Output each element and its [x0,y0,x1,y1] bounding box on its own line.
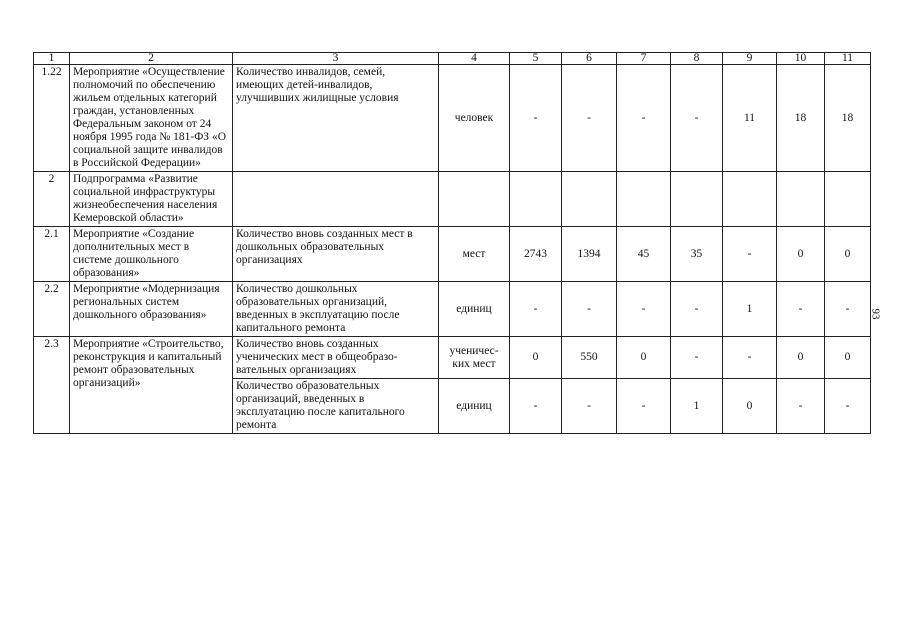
empty-cell [439,172,510,227]
value-cell: 0 [510,337,562,379]
value-cell: 1394 [562,227,617,282]
value-cell: - [510,379,562,434]
row-id: 2.2 [34,282,70,337]
document-table [33,52,871,434]
col-header: 10 [777,53,825,65]
col-header: 5 [510,53,562,65]
col-header: 6 [562,53,617,65]
page-number: 93 [869,308,882,320]
value-cell: - [777,379,825,434]
empty-cell [825,172,871,227]
col-header: 8 [671,53,723,65]
table-row [34,172,871,227]
value-cell: 0 [777,227,825,282]
value-cell: 18 [777,65,825,172]
header-row [34,53,871,65]
empty-cell [777,172,825,227]
empty-cell [510,172,562,227]
unit-cell: мест [439,227,510,282]
indicator-cell: Количество образовательных организаций, введенных в эксплуатацию после капитального ремонта [233,379,439,434]
row-id: 2 [34,172,70,227]
empty-cell [671,172,723,227]
indicator-cell: Количество вновь созданных мест в дошкольных образовательных организациях [233,227,439,282]
value-cell: 0 [617,337,671,379]
value-cell: - [671,337,723,379]
value-cell: - [617,65,671,172]
value-cell: 0 [777,337,825,379]
value-cell: 2743 [510,227,562,282]
indicator-cell: Количество инвалидов, семей, имеющих детей-инвалидов, улучшивших жилищные условия [233,65,439,172]
row-id: 2.3 [34,337,70,434]
value-cell: 18 [825,65,871,172]
event-cell: Мероприятие «Модернизация региональных систем дошкольного образования» [70,282,233,337]
table-row [34,337,871,379]
table-row [34,227,871,282]
empty-cell [562,172,617,227]
value-cell: 1 [671,379,723,434]
value-cell: - [825,282,871,337]
value-cell: 1 [723,282,777,337]
event-cell: Мероприятие «Создание дополнительных мест в системе дошкольного образования» [70,227,233,282]
value-cell: - [562,282,617,337]
col-header: 1 [34,53,70,65]
value-cell: 0 [825,227,871,282]
value-cell: 0 [825,337,871,379]
table-row [34,282,871,337]
value-cell: 35 [671,227,723,282]
col-header: 7 [617,53,671,65]
value-cell: - [617,379,671,434]
value-cell: - [777,282,825,337]
value-cell: - [562,65,617,172]
event-cell: Мероприятие «Строительство, реконструкция и капитальный ремонт образовательных организаций» [70,337,233,434]
empty-cell [233,172,439,227]
value-cell: 11 [723,65,777,172]
value-cell: - [671,65,723,172]
value-cell: 0 [723,379,777,434]
value-cell: 550 [562,337,617,379]
unit-cell: человек [439,65,510,172]
value-cell: - [825,379,871,434]
event-cell: Мероприятие «Осуществление полномочий по обеспечению жильем отдельных категорий граждан, установленных Федеральным законом от 24 ноября 1995 года № 181-ФЗ «О социальной защите инвалидов в Российской Федерации» [70,65,233,172]
row-id: 2.1 [34,227,70,282]
value-cell: - [510,65,562,172]
value-cell: - [671,282,723,337]
col-header: 9 [723,53,777,65]
table-row [34,65,871,172]
col-header: 4 [439,53,510,65]
value-cell: - [562,379,617,434]
empty-cell [617,172,671,227]
empty-cell [723,172,777,227]
subprogram-cell: Подпрограмма «Развитие социальной инфраструктуры жизнеобеспечения населения Кемеровской области» [70,172,233,227]
unit-cell: единиц [439,379,510,434]
unit-cell: единиц [439,282,510,337]
indicator-cell: Количество дошкольных образовательных организаций, введенных в эксплуатацию после капитального ремонта [233,282,439,337]
value-cell: - [617,282,671,337]
indicator-cell: Количество вновь созданных ученических мест в общеобразо-вательных организациях [233,337,439,379]
unit-cell: ученичес-ких мест [439,337,510,379]
col-header: 11 [825,53,871,65]
value-cell: - [723,337,777,379]
col-header: 3 [233,53,439,65]
value-cell: - [510,282,562,337]
value-cell: 45 [617,227,671,282]
value-cell: - [723,227,777,282]
row-id: 1.22 [34,65,70,172]
col-header: 2 [70,53,233,65]
